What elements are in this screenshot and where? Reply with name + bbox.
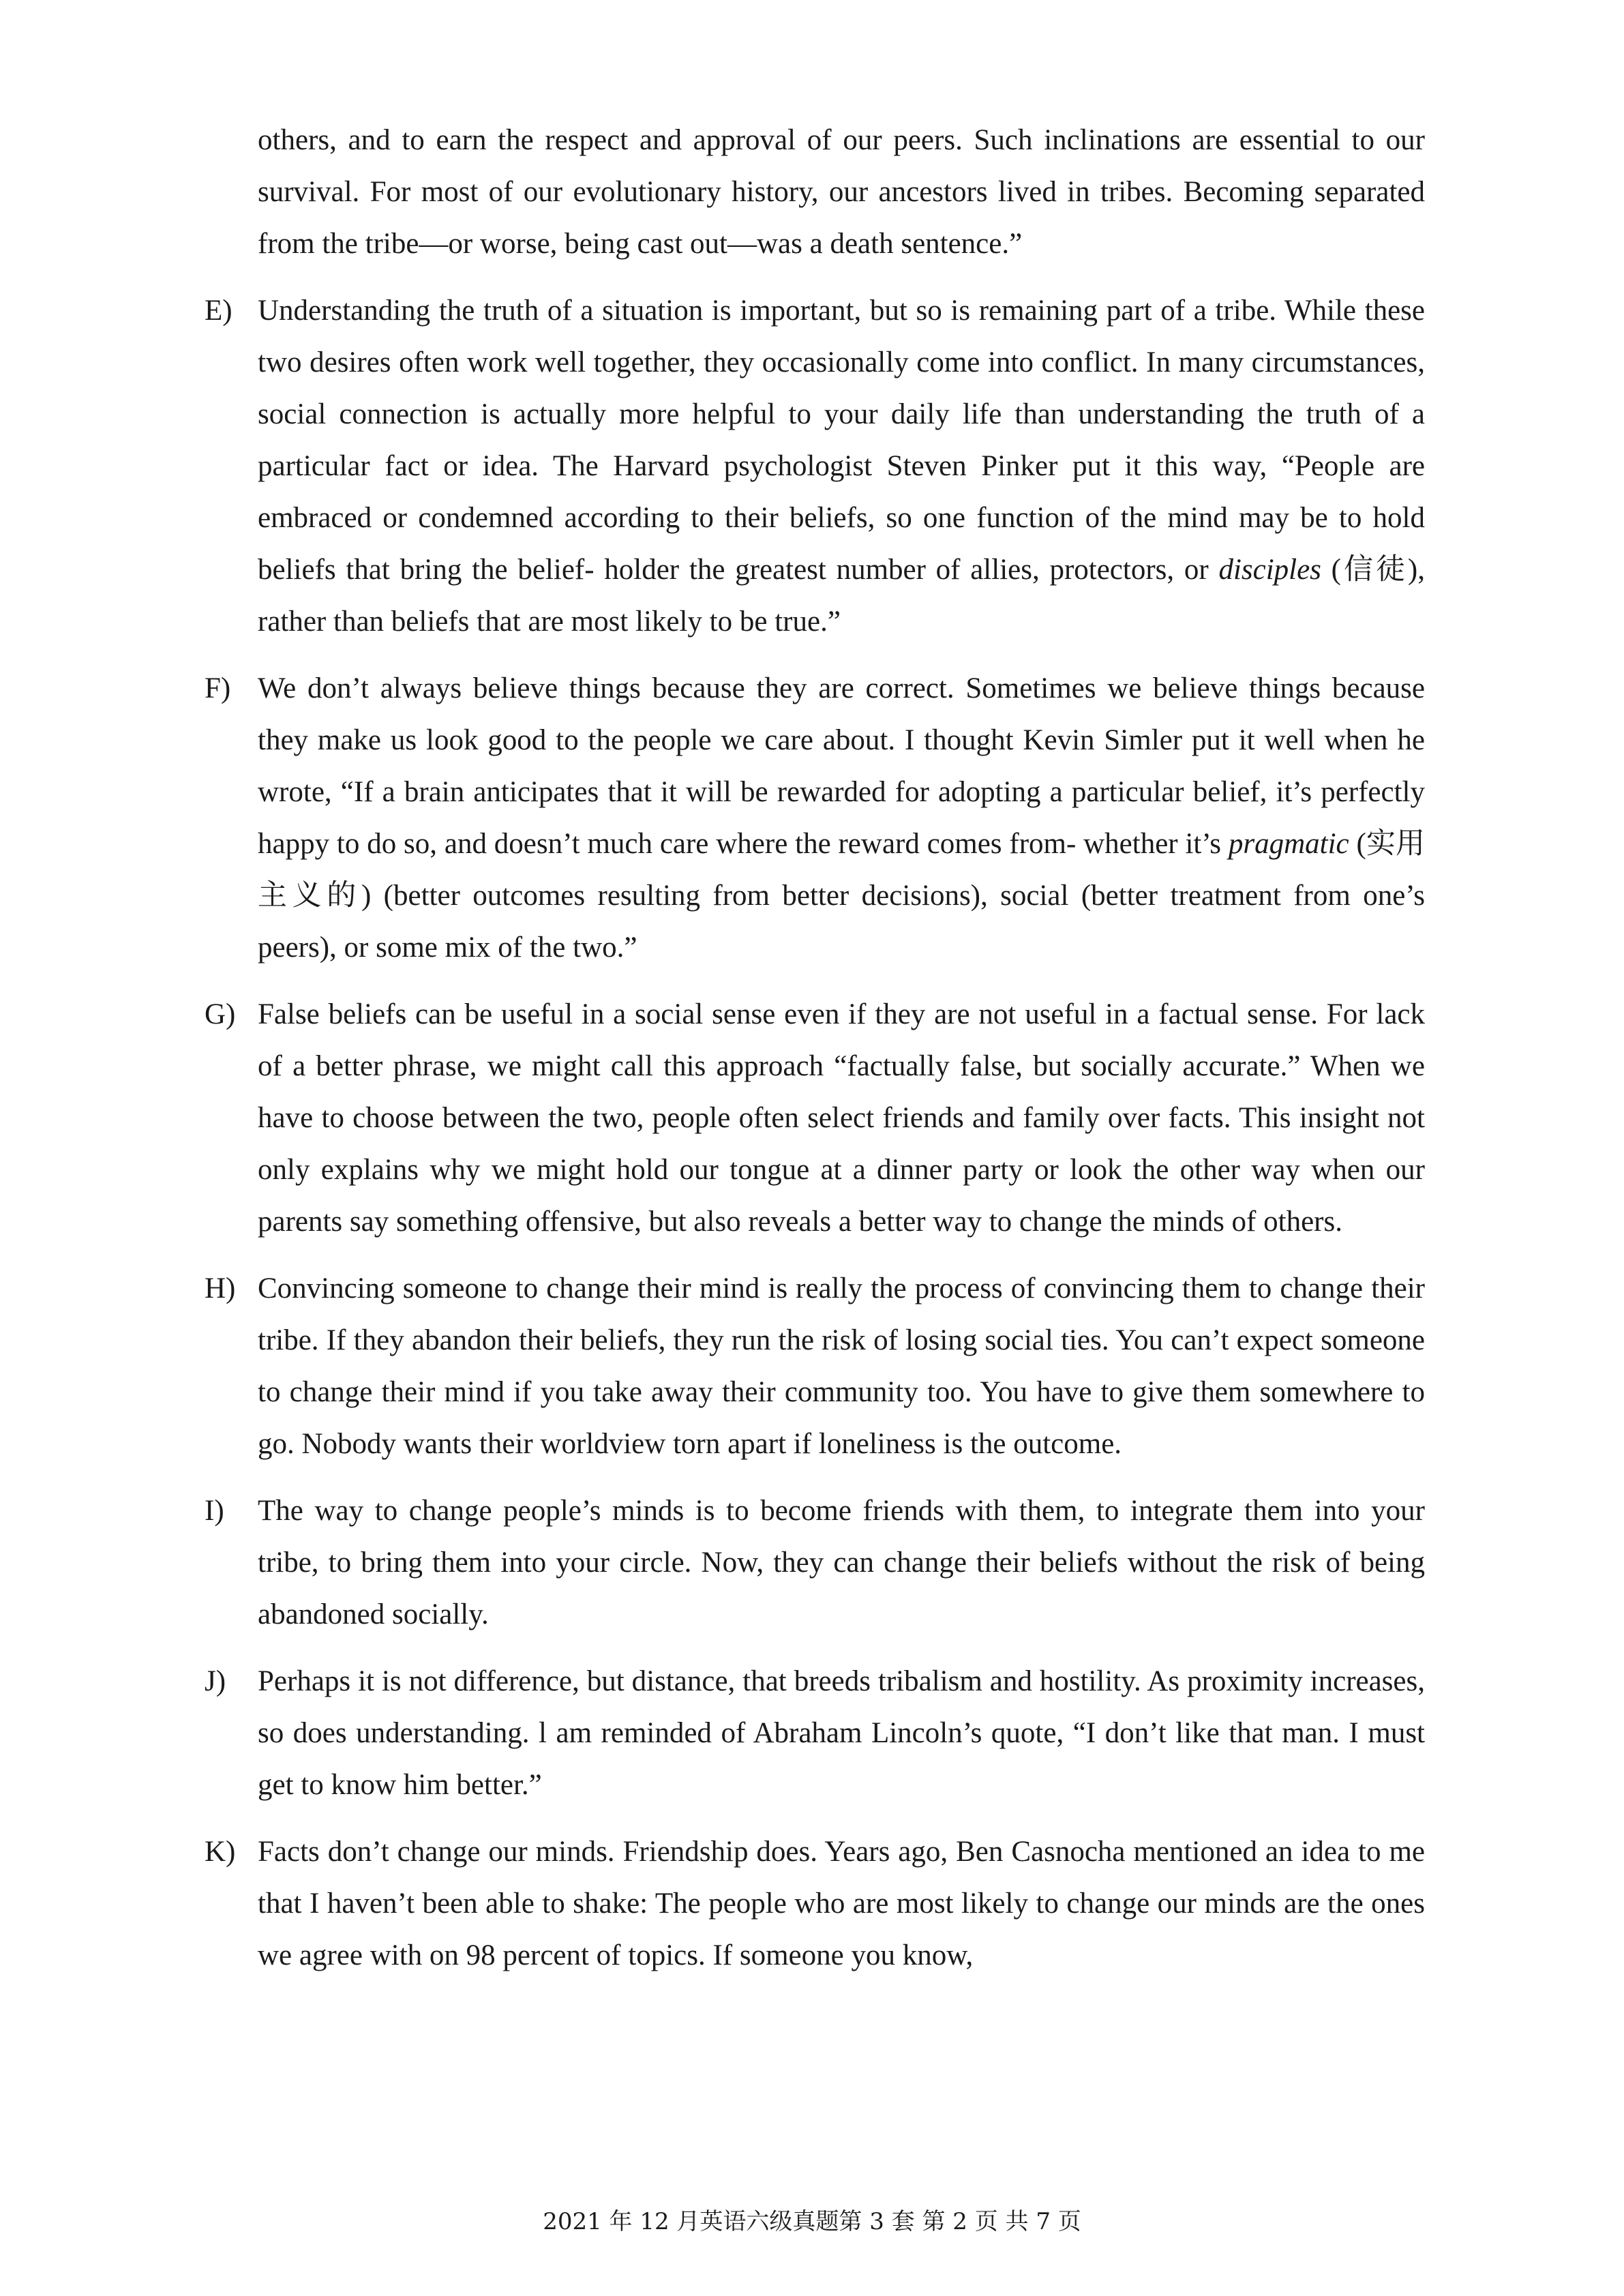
paragraph-d-continued	[205, 115, 1425, 270]
text-segment: (信徒), rather than beliefs that are most likely to be true.”	[258, 554, 1426, 638]
passage-body	[205, 115, 1425, 1997]
paragraph-label: K)	[205, 1836, 236, 1868]
paragraph-text: The way to change people’s minds is to become friends with them, to integrate them into your tribe, to bring them into your circle. Now, they can change their beliefs without the risk of being abandoned socially.	[258, 1495, 1425, 1630]
paragraph-label: G)	[205, 998, 236, 1030]
paragraph-text: Convincing someone to change their mind is really the process of convincing them to change their tribe. If they abandon their beliefs, they run the risk of losing social ties. You can’t expect someone to change their mind if you take away their community too. You have to give them somewhere to go. Nobody wants their worldview torn apart if loneliness is the outcome.	[258, 1272, 1425, 1460]
paragraph-k	[205, 1826, 1425, 1982]
paragraph-text	[258, 285, 1425, 648]
paragraph-label: I)	[205, 1495, 224, 1527]
paragraph-text: Facts don’t change our minds. Friendship does. Years ago, Ben Casnocha mentioned an idea to me that I haven’t been able to shake: The people who are most likely to change our minds are the ones we agree with on 98 percent of topics. If someone you know,	[258, 1836, 1425, 1971]
paragraph-label: E)	[205, 295, 232, 327]
paragraph-text	[258, 663, 1425, 974]
paragraph-f	[205, 663, 1425, 974]
paragraph-label: H)	[205, 1272, 236, 1304]
text-segment: Understanding the truth of a situation is important, but so is remaining part of a tribe. While these two desires often work well together, they occasionally come into conflict. In many circumstances, social connection is actually more helpful to your daily life than understanding the truth of a particular fact or idea. The Harvard psychologist Steven Pinker put it this way, “People are embraced or condemned according to their beliefs, so one function of the mind may be to hold beliefs that bring the belief- holder the greatest number of allies, protectors, or	[258, 295, 1425, 586]
italic-term: disciples	[1218, 554, 1321, 586]
paragraph-text: Perhaps it is not difference, but distance, that breeds tribalism and hostility. As proximity increases, so does understanding. l am reminded of Abraham Lincoln’s quote, “I don’t like that man. I must get to know him better.”	[258, 1665, 1425, 1801]
paragraph-g	[205, 989, 1425, 1248]
paragraph-label: J)	[205, 1665, 226, 1697]
page-footer: 2021 年 12 月英语六级真题第 3 套 第 2 页 共 7 页	[543, 2208, 1081, 2235]
paragraph-text: False beliefs can be useful in a social sense even if they are not useful in a factual sense. For lack of a better phrase, we might call this approach “factually false, but socially accurate.” When we have to choose between the two, people often select friends and family over facts. This insight not only explains why we might hold our tongue at a dinner party or look the other way when our parents say something offensive, but also reveals a better way to change the minds of others.	[258, 998, 1425, 1238]
paragraph-j	[205, 1656, 1425, 1811]
paragraph-label: F)	[205, 672, 231, 704]
text-segment: (实用主义的) (better outcomes resulting from better decisions), social (better treatment from one’s peers), or some mix of the two.”	[258, 828, 1425, 964]
paragraph-i	[205, 1485, 1425, 1641]
paragraph-h	[205, 1263, 1425, 1470]
text-segment: We don’t always believe things because they are correct. Sometimes we believe things because they make us look good to the people we care about. I thought Kevin Simler put it well when he wrote, “If a brain anticipates that it will be rewarded for adopting a particular belief, it’s perfectly happy to do so, and doesn’t much care where the reward comes from- whether it’s	[258, 672, 1425, 860]
paragraph-text: others, and to earn the respect and approval of our peers. Such inclinations are essential to our survival. For most of our evolutionary history, our ancestors lived in tribes. Becoming separated from the tribe—or worse, being cast out—was a death sentence.”	[258, 124, 1425, 260]
paragraph-e	[205, 285, 1425, 648]
italic-term: pragmatic	[1228, 828, 1349, 860]
